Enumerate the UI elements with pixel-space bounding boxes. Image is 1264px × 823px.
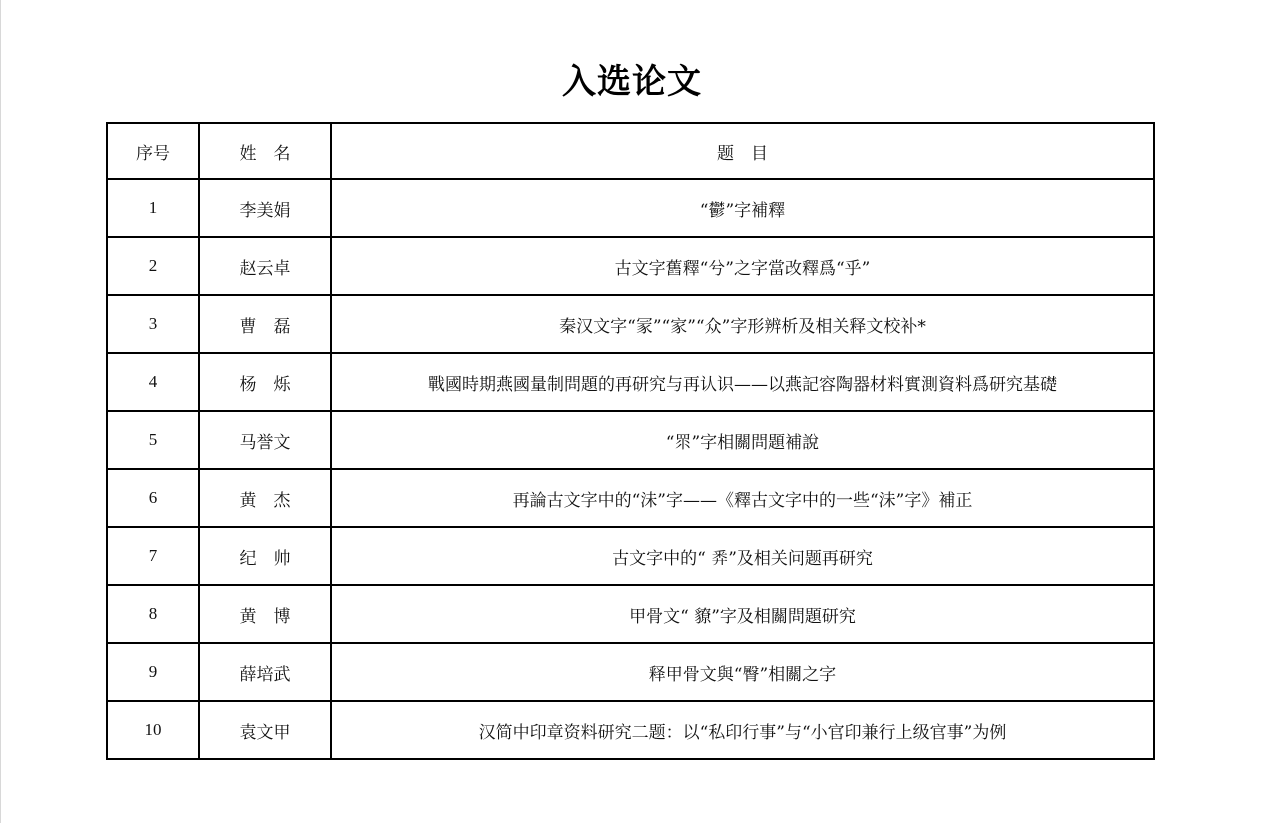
table-row: [107, 469, 1154, 527]
row-number: 9: [107, 643, 199, 701]
row-author: 袁文甲: [199, 701, 331, 759]
row-number: 8: [107, 585, 199, 643]
table-row: [107, 527, 1154, 585]
row-author: 马誉文: [199, 411, 331, 469]
page-edge: [0, 0, 1, 823]
row-author: 李美娟: [199, 179, 331, 237]
row-paper-title: 秦汉文字“冡”“家”“众”字形辨析及相关释文校补*: [331, 295, 1154, 353]
row-paper-title: 汉简中印章资料研究二题：以“私印行事”与“小官印兼行上级官事”为例: [331, 701, 1154, 759]
row-author: 黄 杰: [199, 469, 331, 527]
table-header-row: [107, 123, 1154, 179]
row-author: 纪 帅: [199, 527, 331, 585]
table-row: [107, 295, 1154, 353]
row-number: 1: [107, 179, 199, 237]
table-row: [107, 179, 1154, 237]
row-paper-title: “鬱”字補釋: [331, 179, 1154, 237]
header-title: 题 目: [331, 123, 1154, 179]
row-number: 4: [107, 353, 199, 411]
table-row: [107, 643, 1154, 701]
row-number: 6: [107, 469, 199, 527]
header-number: 序号: [107, 123, 199, 179]
row-paper-title: “眔”字相關問題補說: [331, 411, 1154, 469]
row-paper-title: 古文字舊釋“兮”之字當改釋爲“乎”: [331, 237, 1154, 295]
row-number: 5: [107, 411, 199, 469]
row-author: 赵云卓: [199, 237, 331, 295]
table-row: [107, 353, 1154, 411]
row-author: 薛培武: [199, 643, 331, 701]
page-title: 入选论文: [562, 62, 702, 102]
selected-papers-table: [106, 122, 1155, 760]
row-author: 杨 烁: [199, 353, 331, 411]
row-paper-title: 再論古文字中的“沬”字——《釋古文字中的一些“沬”字》補正: [331, 469, 1154, 527]
table-row: [107, 237, 1154, 295]
row-paper-title: 戰國時期燕國量制問題的再研究与再认识——以燕記容陶器材料實測資料爲研究基礎: [331, 353, 1154, 411]
header-name: 姓 名: [199, 123, 331, 179]
row-author: 曹 磊: [199, 295, 331, 353]
row-author: 黄 博: [199, 585, 331, 643]
row-paper-title: 释甲骨文與“臀”相關之字: [331, 643, 1154, 701]
row-number: 3: [107, 295, 199, 353]
row-paper-title: 甲骨文“ 䝤”字及相關問題研究: [331, 585, 1154, 643]
row-paper-title: 古文字中的“ 𢍏”及相关问题再研究: [331, 527, 1154, 585]
row-number: 2: [107, 237, 199, 295]
table-row: [107, 411, 1154, 469]
row-number: 10: [107, 701, 199, 759]
table-row: [107, 585, 1154, 643]
row-number: 7: [107, 527, 199, 585]
table-row: [107, 701, 1154, 759]
